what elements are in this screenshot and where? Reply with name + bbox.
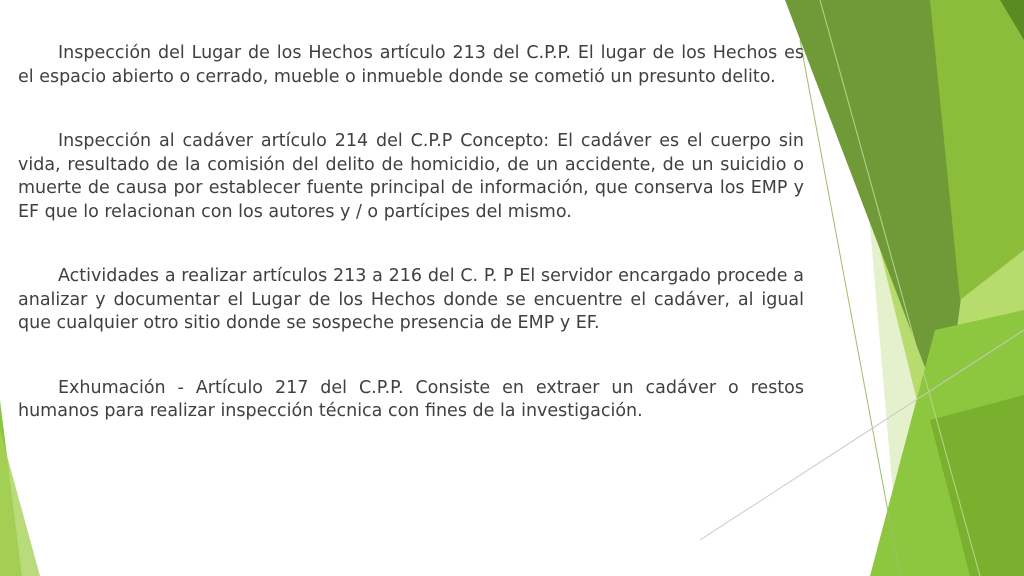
paragraph-exhumacion: Exhumación - Artículo 217 del C.P.P. Consiste en extraer un cadáver o restos humanos para realizar inspección técnica con fines de la investigación. [18,377,804,421]
paragraph-actividades: Actividades a realizar artículos 213 a 216 del C. P. P El servidor encargado procede a analizar y documentar el Lugar de los Hechos donde se encuentre el cadáver, al igual que cualquier otro sitio donde se sospeche presencia de EMP y EF. [18,266,804,333]
paragraph-inspeccion-lugar: Inspección del Lugar de los Hechos artículo 213 del C.P.P. El lugar de los Hechos es el espacio abierto o cerrado, mueble o inmueble donde se cometió un presunto delito. [18,43,804,87]
slide-body [18,42,804,424]
paragraph-inspeccion-cadaver: Inspección al cadáver artículo 214 del C.P.P Concepto: El cadáver es el cuerpo sin vida, resultado de la comisión del delito de homicidio, de un accidente, de un suicidio o muerte de causa por establecer fuente principal de información, que conserva los EMP y EF que lo relacionan con los autores y / o partícipes del mismo. [18,131,804,222]
